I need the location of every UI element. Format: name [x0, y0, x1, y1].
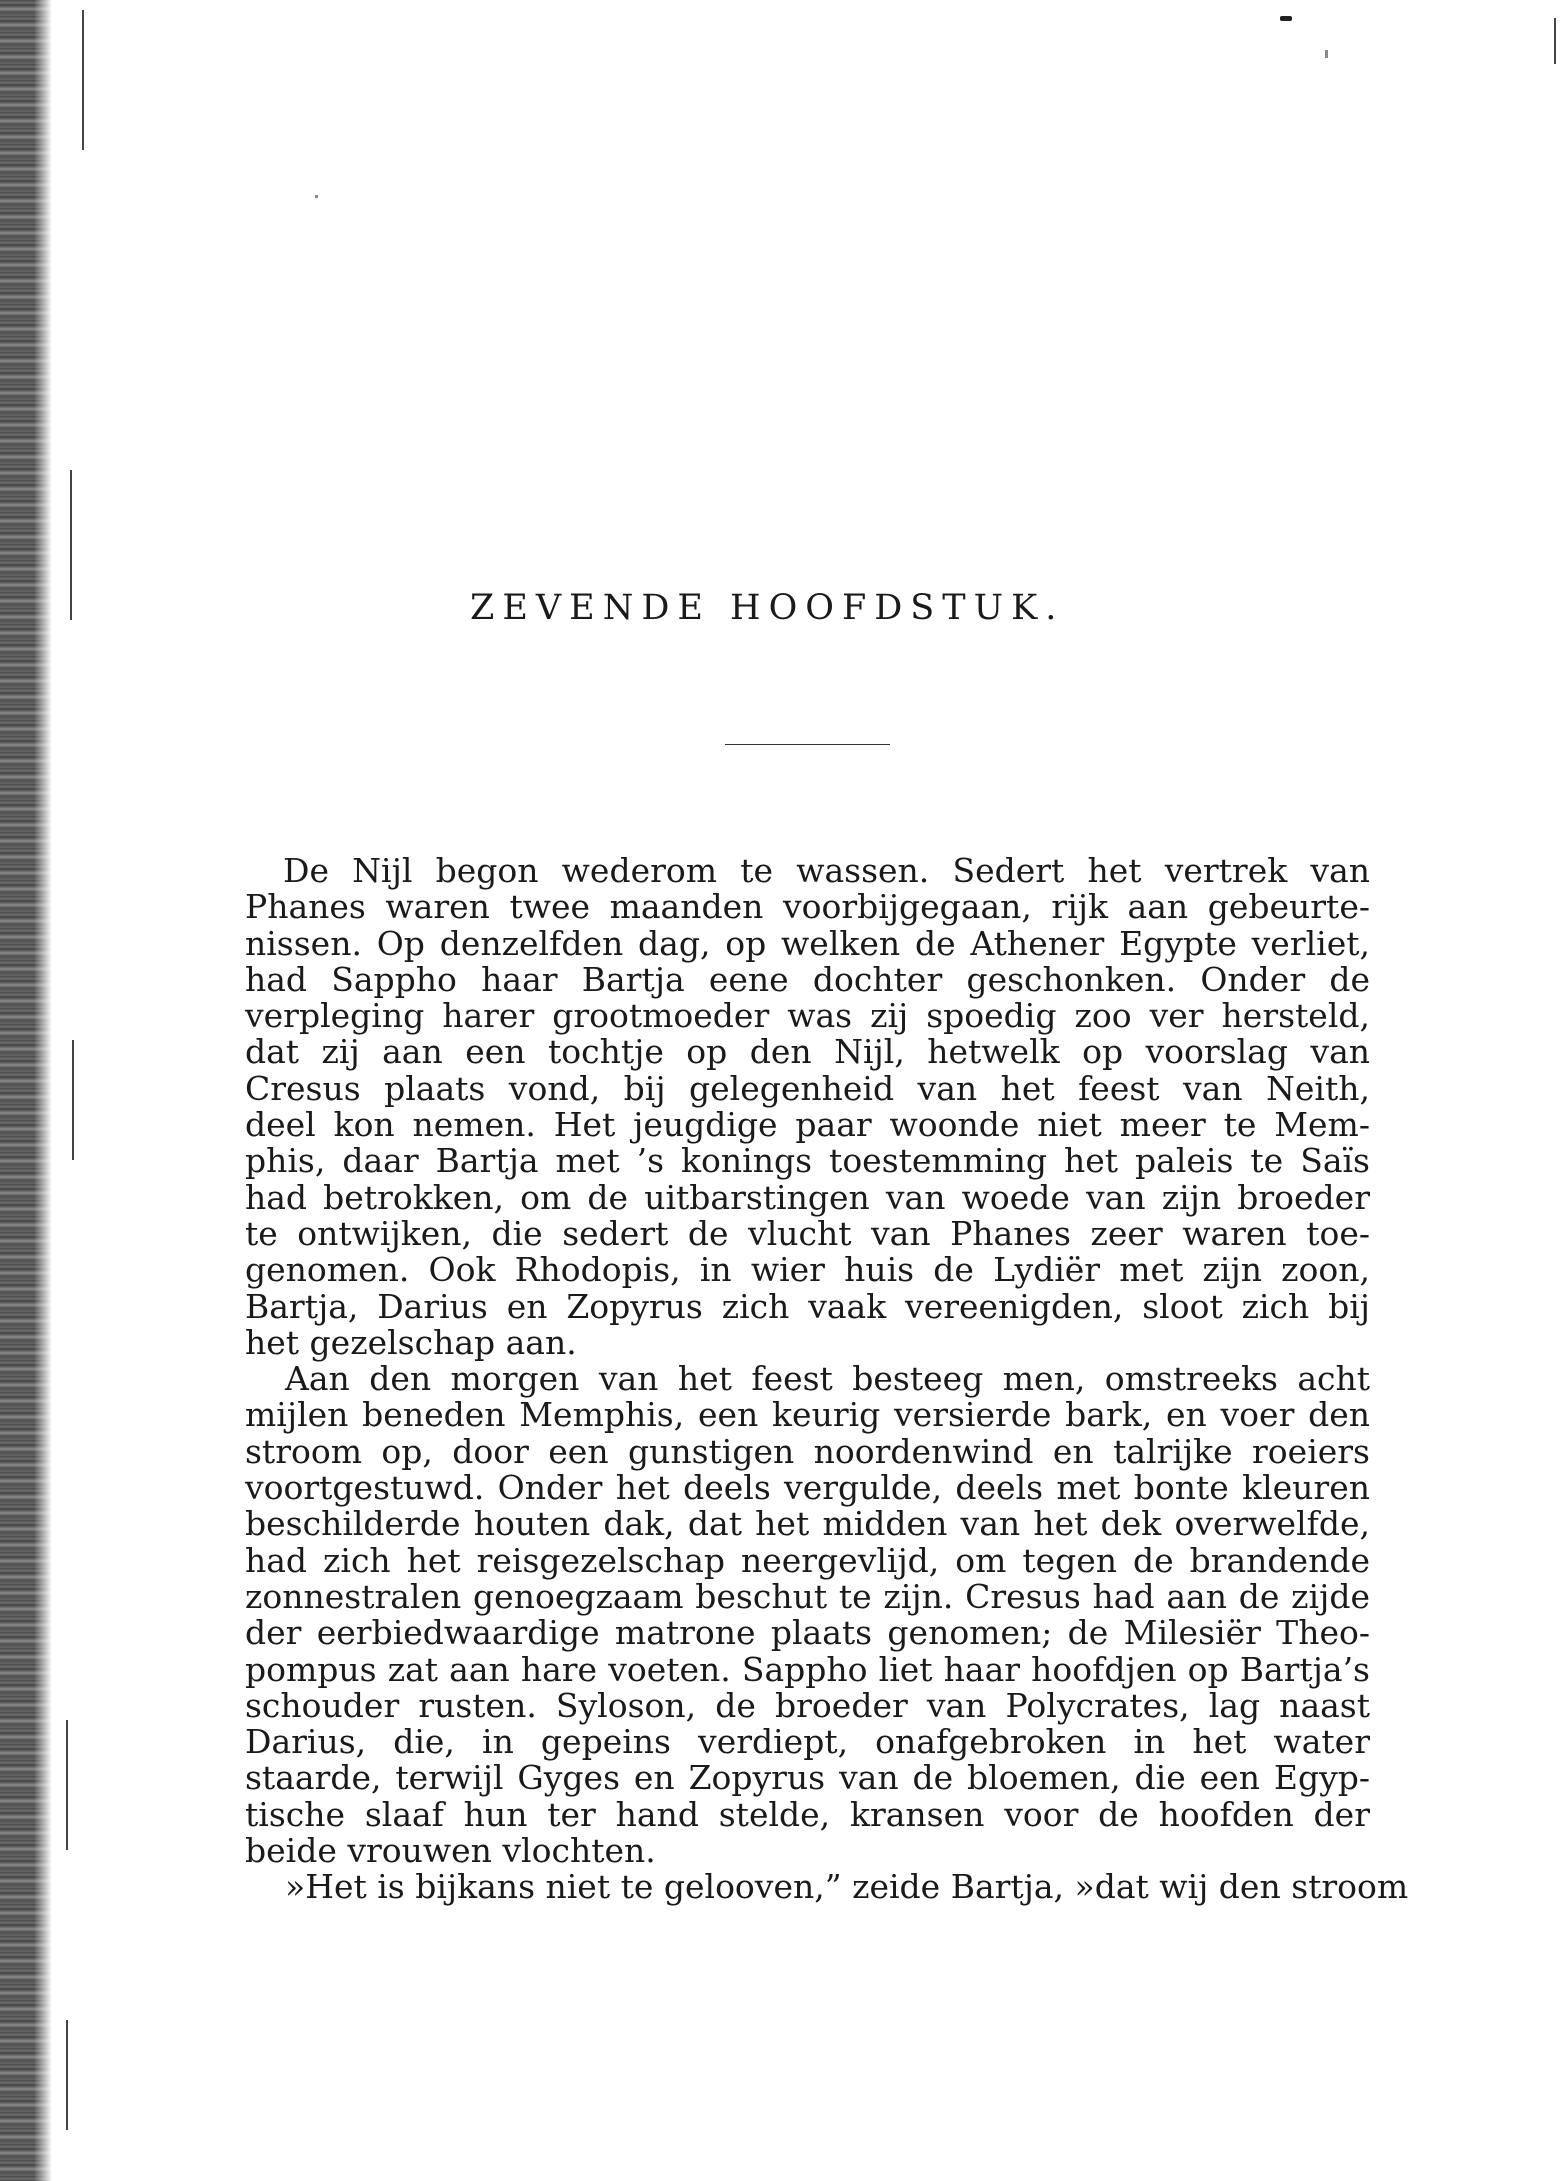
- text-line: der eerbiedwaardige matrone plaats genomen; de Milesiër Theo-: [245, 1613, 1370, 1653]
- text-line: had zich het reisgezelschap neergevlijd, om tegen de brandende: [245, 1540, 1370, 1580]
- title-divider: [725, 744, 890, 745]
- text-line: verpleging harer grootmoeder was zij spoedig zoo ver hersteld,: [245, 996, 1370, 1036]
- text-line: te ontwijken, die sedert de vlucht van Phanes zeer waren toe-: [245, 1213, 1370, 1253]
- scan-edge-line: [70, 470, 72, 620]
- text-line: beschilderde houten dak, dat het midden van het dek overwelfde,: [245, 1504, 1370, 1544]
- text-line: deel kon nemen. Het jeugdige paar woonde niet meer te Mem-: [245, 1105, 1370, 1145]
- scan-speck: [1325, 50, 1328, 58]
- text-line: het gezelschap aan.: [245, 1322, 577, 1362]
- text-line: voortgestuwd. Onder het deels vergulde, deels met bonte kleuren: [245, 1468, 1370, 1508]
- text-line: Phanes waren twee maanden voorbijgegaan, rijk aan gebeurte-: [245, 887, 1370, 927]
- text-line: dat zij aan een tochtje op den Nijl, hetwelk op voorslag van: [245, 1032, 1370, 1072]
- text-line: had Sappho haar Bartja eene dochter geschonken. Onder de: [245, 959, 1370, 999]
- text-line: Aan den morgen van het feest besteeg men, omstreeks acht: [285, 1359, 1370, 1399]
- text-line: zonnestralen genoegzaam beschut te zijn. Cresus had aan de zijde: [245, 1576, 1370, 1616]
- text-line: staarde, terwijl Gyges en Zopyrus van de bloemen, die een Egyp-: [245, 1758, 1370, 1798]
- body-text: [245, 851, 1409, 1907]
- scan-edge-line: [82, 10, 84, 150]
- scan-speck: [1280, 16, 1292, 21]
- text-line: mijlen beneden Memphis, een keurig versierde bark, en voer den: [245, 1395, 1370, 1435]
- text-line: Darius, die, in gepeins verdiept, onafgebroken in het water: [245, 1722, 1370, 1762]
- chapter-title: ZEVENDE HOOFDSTUK.: [470, 588, 1065, 628]
- text-line: phis, daar Bartja met ’s konings toestemming het paleis te Saïs: [245, 1141, 1370, 1181]
- scan-edge-line: [66, 2020, 68, 2130]
- text-line: stroom op, door een gunstigen noordenwind en talrijke roeiers: [245, 1431, 1370, 1471]
- text-line: beide vrouwen vlochten.: [245, 1831, 656, 1871]
- text-line: De Nijl begon wederom te wassen. Sedert het vertrek van: [283, 851, 1370, 890]
- scan-speck: [315, 195, 318, 198]
- text-line: nissen. Op denzelfden dag, op welken de Athener Egypte verliet,: [245, 923, 1370, 963]
- scan-edge-line: [1554, 18, 1556, 64]
- text-line: genomen. Ook Rhodopis, in wier huis de Lydiër met zijn zoon,: [245, 1250, 1370, 1290]
- text-line: Cresus plaats vond, bij gelegenheid van het feest van Neith,: [245, 1068, 1370, 1108]
- text-line: pompus zat aan hare voeten. Sappho liet haar hoofdjen op Bartja’s: [245, 1649, 1370, 1689]
- scan-edge-line: [72, 1040, 74, 1160]
- text-line: tische slaaf hun ter hand stelde, kransen voor de hoofden der: [245, 1794, 1370, 1834]
- text-line: had betrokken, om de uitbarstingen van woede van zijn broeder: [245, 1177, 1370, 1217]
- scan-edge-line: [66, 1720, 68, 1850]
- binding-edge: [0, 0, 52, 2181]
- text-line: »Het is bijkans niet te gelooven,” zeide Bartja, »dat wij den stroom: [285, 1867, 1409, 1907]
- text-line: Bartja, Darius en Zopyrus zich vaak vereenigden, sloot zich bij: [245, 1286, 1370, 1326]
- text-line: schouder rusten. Syloson, de broeder van Polycrates, lag naast: [245, 1685, 1370, 1725]
